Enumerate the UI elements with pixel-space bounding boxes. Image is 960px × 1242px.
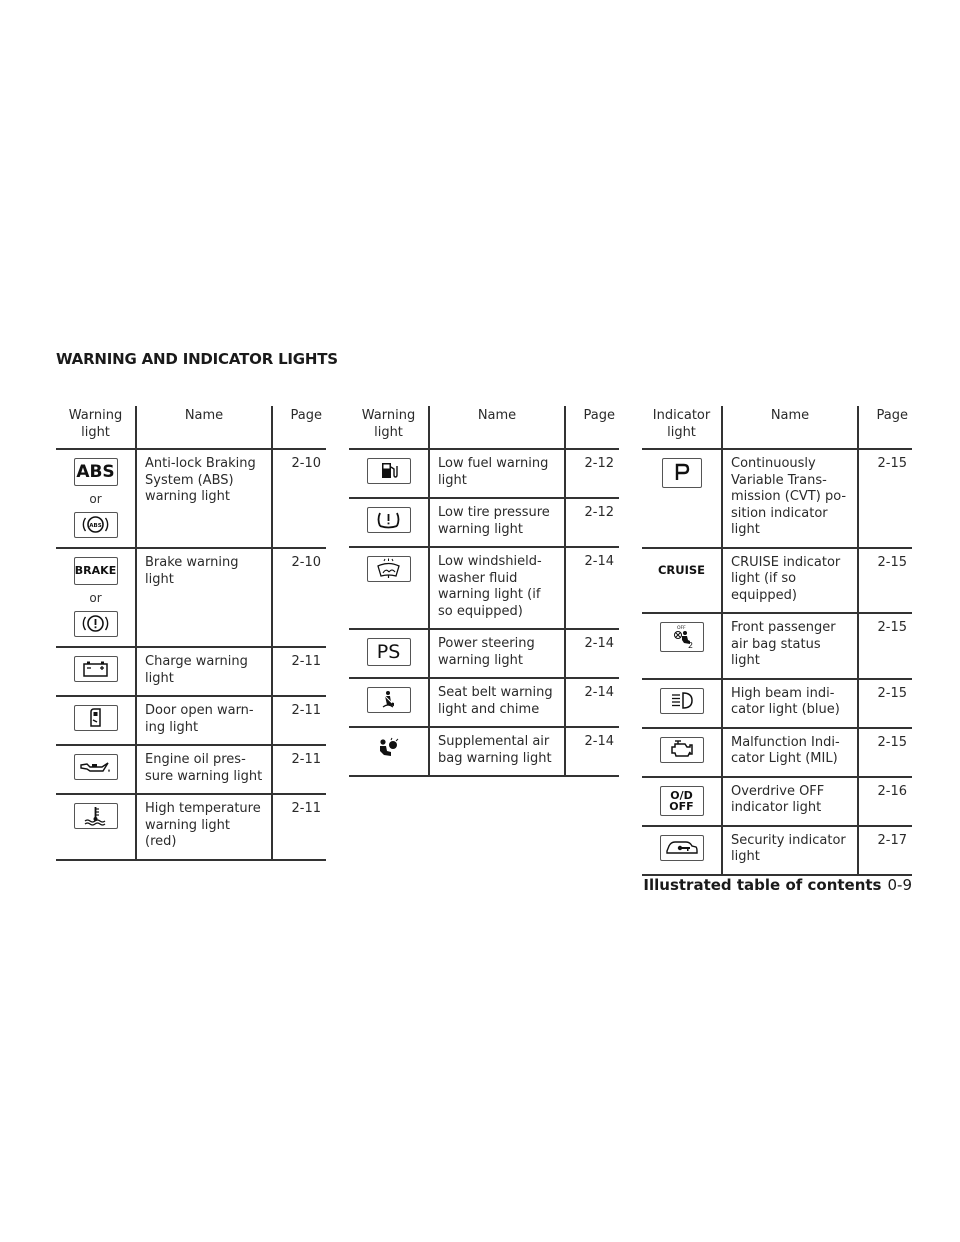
light-name: Supplemental air bag warning light [429,727,565,776]
header-warning-light: Warning light [68,408,123,440]
light-name: Door open warn- ing light [136,696,272,745]
page-ref: 2-17 [858,826,912,875]
warning-lights-table-1 [56,406,326,861]
page-ref: 2-14 [565,727,619,776]
light-name: Low tire pressure warning light [429,498,565,547]
table-row [349,449,619,498]
coolant-temp-icon [74,803,118,829]
table-row [642,777,912,826]
or-label: or [89,591,102,605]
table-row [56,794,326,860]
abs-text-icon: ABS [74,458,118,486]
page-ref: 2-15 [858,613,912,679]
footer-page-number: 0-9 [887,876,912,894]
light-name: Power steering warning light [429,629,565,678]
page-ref: 2-14 [565,678,619,727]
header-page: Page [565,406,619,449]
table-row [56,696,326,745]
page-ref: 2-15 [858,728,912,777]
light-name: Anti-lock Braking System (ABS) warning light [136,449,272,548]
svg-text:OFF: OFF [676,626,686,631]
table-row [349,498,619,547]
light-name: Security indicator light [722,826,858,875]
security-car-icon [660,835,704,861]
light-name: Overdrive OFF indicator light [722,777,858,826]
table-row [642,548,912,614]
page-ref: 2-11 [272,745,326,794]
light-name: High temperature warning light (red) [136,794,272,860]
page-ref: 2-14 [565,547,619,629]
light-name: CRUISE indicator light (if so equipped) [722,548,858,614]
page-ref: 2-12 [565,498,619,547]
table-header-row [349,406,619,449]
footer-title: Illustrated table of contents [643,876,882,894]
page-ref: 2-10 [272,449,326,548]
page-ref: 2-15 [858,548,912,614]
header-name: Name [429,406,565,449]
light-name: Engine oil pres- sure warning light [136,745,272,794]
light-name: Low fuel warning light [429,449,565,498]
page-ref: 2-15 [858,449,912,548]
od-line-1: O/D [670,788,693,802]
table-row [349,678,619,727]
battery-icon [74,656,118,682]
light-name: High beam indi- cator light (blue) [722,679,858,728]
table-header-row [642,406,912,449]
page-ref: 2-11 [272,696,326,745]
seat-belt-icon [367,687,411,713]
table-row [349,629,619,678]
header-page: Page [272,406,326,449]
table-header-row [56,406,326,449]
abs-circle-icon [74,512,118,538]
table-row [642,679,912,728]
door-open-icon [74,705,118,731]
page-ref: 2-11 [272,794,326,860]
table-row [349,547,619,629]
page-ref: 2-16 [858,777,912,826]
page-ref: 2-12 [565,449,619,498]
light-name: Charge warning light [136,647,272,696]
table-row [349,727,619,776]
header-name: Name [722,406,858,449]
table-row [642,728,912,777]
passenger-airbag-off-icon [660,622,704,652]
park-position-icon [662,458,702,488]
light-name: Brake warning light [136,548,272,647]
tire-pressure-icon [367,507,411,533]
od-line-2: OFF [669,799,694,813]
page-ref: 2-11 [272,647,326,696]
page-ref: 2-10 [272,548,326,647]
washer-fluid-icon [367,556,411,582]
airbag-icon [367,736,411,762]
high-beam-icon [660,688,704,714]
header-page: Page [858,406,912,449]
light-name: Low windshield- washer fluid warning light (if so equipped) [429,547,565,629]
page-ref: 2-15 [858,679,912,728]
power-steering-icon: PS [367,638,411,666]
overdrive-off-icon [660,786,704,816]
page-ref: 2-14 [565,629,619,678]
table-row [56,449,326,548]
brake-text-icon: BRAKE [74,557,118,585]
light-name: Seat belt warning light and chime [429,678,565,727]
fuel-pump-icon [367,458,411,484]
light-name: Continuously Variable Trans- mission (CVT) po- sition indicator light [722,449,858,548]
table-row [642,613,912,679]
engine-malfunction-icon [660,737,704,763]
header-warning-light: Warning light [361,408,416,440]
header-indicator-light: Indicator light [652,408,711,440]
svg-text:ABS: ABS [88,522,102,529]
table-row [642,826,912,875]
oil-can-icon [74,754,118,780]
table-row [56,548,326,647]
warning-lights-table-2 [349,406,619,777]
indicator-lights-table [642,406,912,876]
page-footer [643,876,912,894]
table-row [56,647,326,696]
or-label: or [89,492,102,506]
brake-circle-icon [74,611,118,637]
header-name: Name [136,406,272,449]
light-name: Front passenger air bag status light [722,613,858,679]
cruise-icon: CRUISE [657,563,706,578]
table-row [56,745,326,794]
table-row [642,449,912,548]
section-title: WARNING AND INDICATOR LIGHTS [56,350,338,368]
svg-text:2: 2 [687,641,693,650]
light-name: Malfunction Indi- cator Light (MIL) [722,728,858,777]
